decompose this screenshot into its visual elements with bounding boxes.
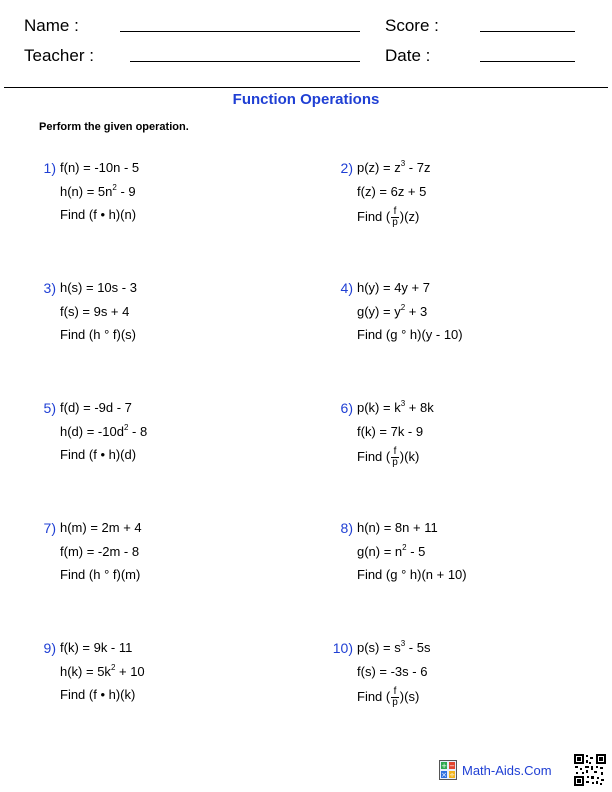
expr-text-suffix: - 5s [405, 640, 431, 655]
expr-text: Find (h ° f)(s) [60, 327, 136, 342]
expr-text-suffix: )(k) [399, 448, 420, 464]
exponent: 3 [400, 399, 406, 408]
expr-text: h(y) = 4y + 7 [357, 280, 430, 295]
fraction-denominator: p [392, 457, 398, 468]
problem-item [30, 400, 280, 480]
score-label: Score : [385, 16, 439, 35]
svg-text:÷: ÷ [449, 771, 455, 779]
expr-text-suffix: - 7z [405, 160, 431, 175]
expr-text-suffix: )(s) [399, 688, 420, 704]
problem-line [357, 304, 427, 320]
worksheet-title: Function Operations [232, 91, 380, 108]
expr-text: Find ( [357, 688, 391, 704]
problem-line [357, 640, 430, 656]
expr-text: Find (g ° h)(y - 10) [357, 327, 463, 342]
fraction-numerator: f [391, 687, 399, 698]
fraction-denominator: p [392, 217, 398, 228]
problem-number: 3) [43, 280, 56, 296]
problem-number: 4) [340, 280, 353, 296]
svg-text:−: − [449, 762, 455, 770]
site-logo[interactable] [439, 760, 552, 780]
name-field-line[interactable] [120, 31, 360, 32]
problem-item [327, 400, 577, 480]
expr-text: h(n) = 8n + 11 [357, 520, 438, 535]
expr-text-suffix: )(z) [399, 208, 420, 224]
problem-line [60, 447, 136, 463]
expr-text: Find (g ° h)(n + 10) [357, 567, 467, 582]
expr-text-suffix: + 10 [115, 664, 145, 679]
expr-text: f(m) = -2m - 8 [60, 544, 140, 559]
expr-text-suffix: - 8 [128, 424, 148, 439]
fraction [391, 687, 399, 708]
problem-item [327, 640, 577, 720]
fraction-numerator: f [391, 447, 399, 458]
expr-text: h(d) = -10d [60, 424, 124, 439]
expr-text: f(n) = -10n - 5 [60, 160, 140, 175]
expr-text: f(z) = 6z + 5 [357, 184, 427, 199]
problem-number: 9) [43, 640, 56, 656]
problem-line [60, 567, 140, 583]
problem-line [357, 280, 430, 296]
qr-code-icon [574, 754, 606, 786]
expr-text: h(m) = 2m + 4 [60, 520, 142, 535]
problem-item [30, 160, 280, 240]
fraction-numerator: f [391, 207, 399, 218]
problem-line [60, 207, 136, 223]
expr-text-suffix: + 3 [405, 304, 428, 319]
fraction [391, 207, 399, 228]
expr-text: f(s) = 9s + 4 [60, 304, 130, 319]
fraction-denominator: p [392, 697, 398, 708]
instructions: Perform the given operation. [39, 121, 189, 133]
expr-text: f(d) = -9d - 7 [60, 400, 132, 415]
problem-line [357, 327, 463, 343]
problem-item [30, 640, 280, 720]
logo-text: Math-Aids.Com [462, 762, 552, 778]
problem-number: 1) [43, 160, 56, 176]
expr-text: f(k) = 7k - 9 [357, 424, 424, 439]
problem-line [357, 447, 419, 468]
problem-line [357, 520, 438, 536]
expr-text-suffix: + 8k [405, 400, 434, 415]
expr-text: g(n) = n [357, 544, 403, 559]
exponent: 2 [112, 183, 117, 192]
expr-text: h(s) = 10s - 3 [60, 280, 137, 295]
problem-number: 7) [43, 520, 56, 536]
expr-text: f(k) = 9k - 11 [60, 640, 133, 655]
problem-line [60, 304, 129, 320]
problem-number: 5) [43, 400, 56, 416]
exponent: 2 [123, 423, 129, 432]
header-divider [4, 87, 608, 88]
expr-text: Find (h ° f)(m) [60, 567, 141, 582]
exponent: 2 [110, 663, 116, 672]
problem-line [357, 544, 425, 560]
problem-item [30, 520, 280, 600]
problem-line [60, 280, 137, 296]
expr-text: Find (f • h)(d) [60, 447, 137, 462]
problem-number: 6) [340, 400, 353, 416]
problem-line [60, 664, 145, 680]
problem-line [60, 687, 135, 703]
problem-line [60, 184, 136, 200]
expr-text: h(k) = 5k [60, 664, 111, 679]
problem-line [60, 160, 139, 176]
teacher-field-line[interactable] [130, 61, 360, 62]
problem-line [357, 567, 467, 583]
problem-line [357, 400, 434, 416]
problem-line [357, 184, 426, 200]
calculator-icon [439, 760, 457, 780]
expr-text: p(z) = z [357, 160, 401, 175]
problem-line [60, 424, 147, 440]
problem-line [60, 327, 136, 343]
svg-text:+: + [441, 762, 447, 770]
problem-number: 8) [340, 520, 353, 536]
score-field-line[interactable] [480, 31, 575, 32]
expr-text-suffix: - 5 [406, 544, 426, 559]
name-label: Name : [24, 16, 79, 35]
date-field-line[interactable] [480, 61, 575, 62]
problem-line [60, 520, 142, 536]
expr-text: g(y) = y [357, 304, 401, 319]
problem-line [357, 207, 419, 228]
problem-item [30, 280, 280, 360]
expr-text: Find ( [357, 448, 391, 464]
svg-text:×: × [441, 771, 447, 779]
problem-line [357, 664, 427, 680]
fraction [391, 447, 399, 468]
exponent: 2 [400, 303, 406, 312]
expr-text: Find (f • h)(n) [60, 207, 137, 222]
problem-line [357, 160, 430, 176]
expr-text-suffix: - 9 [116, 184, 136, 199]
problem-line [60, 640, 132, 656]
exponent: 3 [400, 639, 406, 648]
problem-line [357, 424, 423, 440]
expr-text: Find ( [357, 208, 391, 224]
problem-item [327, 160, 577, 240]
problem-item [327, 280, 577, 360]
exponent: 3 [400, 159, 406, 168]
problem-number: 10) [332, 640, 353, 656]
expr-text: p(s) = s [357, 640, 401, 655]
teacher-label: Teacher : [24, 46, 94, 65]
exponent: 2 [402, 543, 407, 552]
expr-text: Find (f • h)(k) [60, 687, 136, 702]
problem-line [60, 544, 139, 560]
problem-line [60, 400, 132, 416]
problem-item [327, 520, 577, 600]
expr-text: h(n) = 5n [60, 184, 113, 199]
expr-text: p(k) = k [357, 400, 401, 415]
date-label: Date : [385, 46, 431, 65]
problem-line [357, 687, 419, 708]
problem-number: 2) [340, 160, 353, 176]
expr-text: f(s) = -3s - 6 [357, 664, 428, 679]
